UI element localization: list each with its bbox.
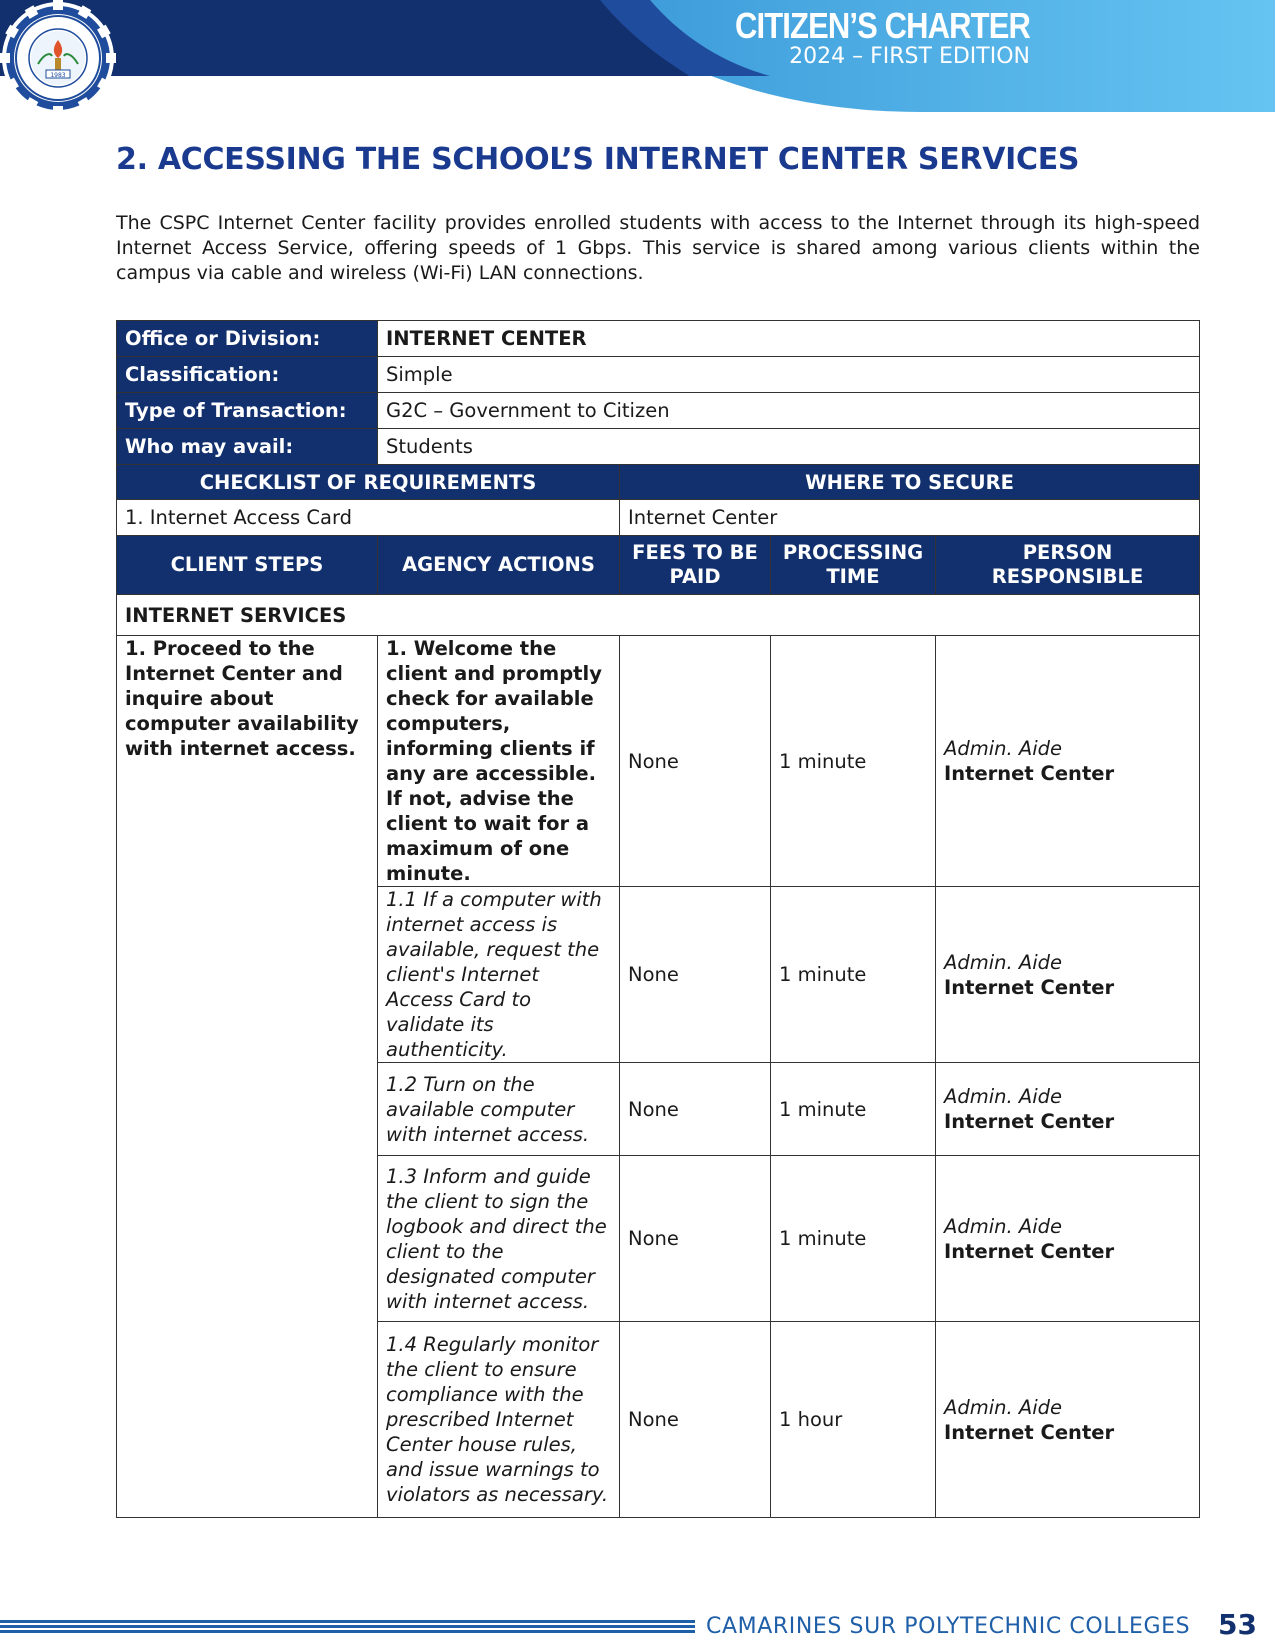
person-cell xyxy=(936,1156,1200,1322)
person-office: Internet Center xyxy=(944,975,1115,999)
requirements-header: CHECKLIST OF REQUIREMENTS xyxy=(117,465,620,500)
info-value: G2C – Government to Citizen xyxy=(378,393,1200,429)
person-office: Internet Center xyxy=(944,1239,1115,1263)
charter-edition: 2024 – FIRST EDITION xyxy=(789,44,1030,69)
info-label: Office or Division: xyxy=(117,321,378,357)
info-row-classification xyxy=(117,357,1200,393)
intro-paragraph: The CSPC Internet Center facility provides enrolled students with access to the Internet through its high-speed Internet Access Service, offering speeds of 1 Gbps. This service is shared among various clients within the campus via cable and wireless (Wi-Fi) LAN connections. xyxy=(116,212,1200,284)
info-row-who xyxy=(117,429,1200,465)
fees-header: FEES TO BE PAID xyxy=(620,536,771,595)
steps-header-row xyxy=(117,536,1200,595)
person-responsible-header: PERSON RESPONSIBLE xyxy=(936,536,1200,595)
person-office: Internet Center xyxy=(944,1110,1115,1133)
footer-college-name: CAMARINES SUR POLYTECHNIC COLLEGES xyxy=(706,1614,1191,1639)
agency-action: 1. Welcome the client and promptly check for available computers, informing clients if any are accessible. If not, advise the client to wait for a maximum of one minute. xyxy=(378,636,620,887)
fee-cell: None xyxy=(620,1322,771,1518)
person-role: Admin. Aide xyxy=(944,1085,1063,1108)
person-role: Admin. Aide xyxy=(944,1214,1063,1238)
requirement-row xyxy=(117,500,1200,536)
info-value: Students xyxy=(378,429,1200,465)
page-number: 53 xyxy=(1218,1608,1257,1641)
action-row xyxy=(117,636,1200,887)
time-cell: 1 minute xyxy=(771,1063,936,1156)
info-label: Type of Transaction: xyxy=(117,393,378,429)
footer-rule xyxy=(0,1620,695,1638)
fee-cell: None xyxy=(620,887,771,1063)
section-title: INTERNET SERVICES xyxy=(117,595,1200,636)
charter-title: CITIZEN’S CHARTER xyxy=(735,5,1030,46)
agency-actions-header: AGENCY ACTIONS xyxy=(378,536,620,595)
client-step: 1. Proceed to the Internet Center and inquire about computer availability with internet access. xyxy=(117,636,378,1518)
requirements-header-row xyxy=(117,465,1200,500)
person-role: Admin. Aide xyxy=(944,737,1063,760)
svg-text:1983: 1983 xyxy=(50,72,66,79)
header-band-graphic xyxy=(0,0,1275,120)
agency-action: 1.3 Inform and guide the client to sign the logbook and direct the client to the designated computer with internet access. xyxy=(378,1156,620,1322)
info-value: Simple xyxy=(378,357,1200,393)
info-label: Classification: xyxy=(117,357,378,393)
agency-action: 1.2 Turn on the available computer with internet access. xyxy=(378,1063,620,1156)
person-role: Admin. Aide xyxy=(944,1395,1063,1419)
time-cell: 1 minute xyxy=(771,1156,936,1322)
college-seal-icon xyxy=(0,0,116,116)
fee-cell: None xyxy=(620,636,771,887)
info-label: Who may avail: xyxy=(117,429,378,465)
service-table xyxy=(116,320,1200,1518)
client-steps-header: CLIENT STEPS xyxy=(117,536,378,595)
person-role: Admin. Aide xyxy=(944,950,1063,974)
info-row-transaction xyxy=(117,393,1200,429)
person-cell xyxy=(936,636,1200,887)
time-cell: 1 minute xyxy=(771,887,936,1063)
agency-action: 1.1 If a computer with internet access is available, request the client's Internet Access Card to validate its authenticity. xyxy=(378,887,620,1063)
requirement-item: 1. Internet Access Card xyxy=(117,500,620,536)
requirement-where: Internet Center xyxy=(620,500,1200,536)
person-cell xyxy=(936,1322,1200,1518)
fee-cell: None xyxy=(620,1156,771,1322)
time-cell: 1 minute xyxy=(771,636,936,887)
person-office: Internet Center xyxy=(944,762,1115,785)
info-value: INTERNET CENTER xyxy=(378,321,1200,357)
where-to-secure-header: WHERE TO SECURE xyxy=(620,465,1200,500)
page-header xyxy=(0,0,1275,120)
person-cell xyxy=(936,887,1200,1063)
person-office: Internet Center xyxy=(944,1420,1115,1444)
person-cell xyxy=(936,1063,1200,1156)
fee-cell: None xyxy=(620,1063,771,1156)
page-title: 2. ACCESSING THE SCHOOL’S INTERNET CENTER SERVICES xyxy=(116,142,1080,177)
agency-action: 1.4 Regularly monitor the client to ensure compliance with the prescribed Internet Center house rules, and issue warnings to violators as necessary. xyxy=(378,1322,620,1518)
processing-time-header: PROCESSING TIME xyxy=(771,536,936,595)
section-row xyxy=(117,595,1200,636)
info-row-office xyxy=(117,321,1200,357)
time-cell: 1 hour xyxy=(771,1322,936,1518)
